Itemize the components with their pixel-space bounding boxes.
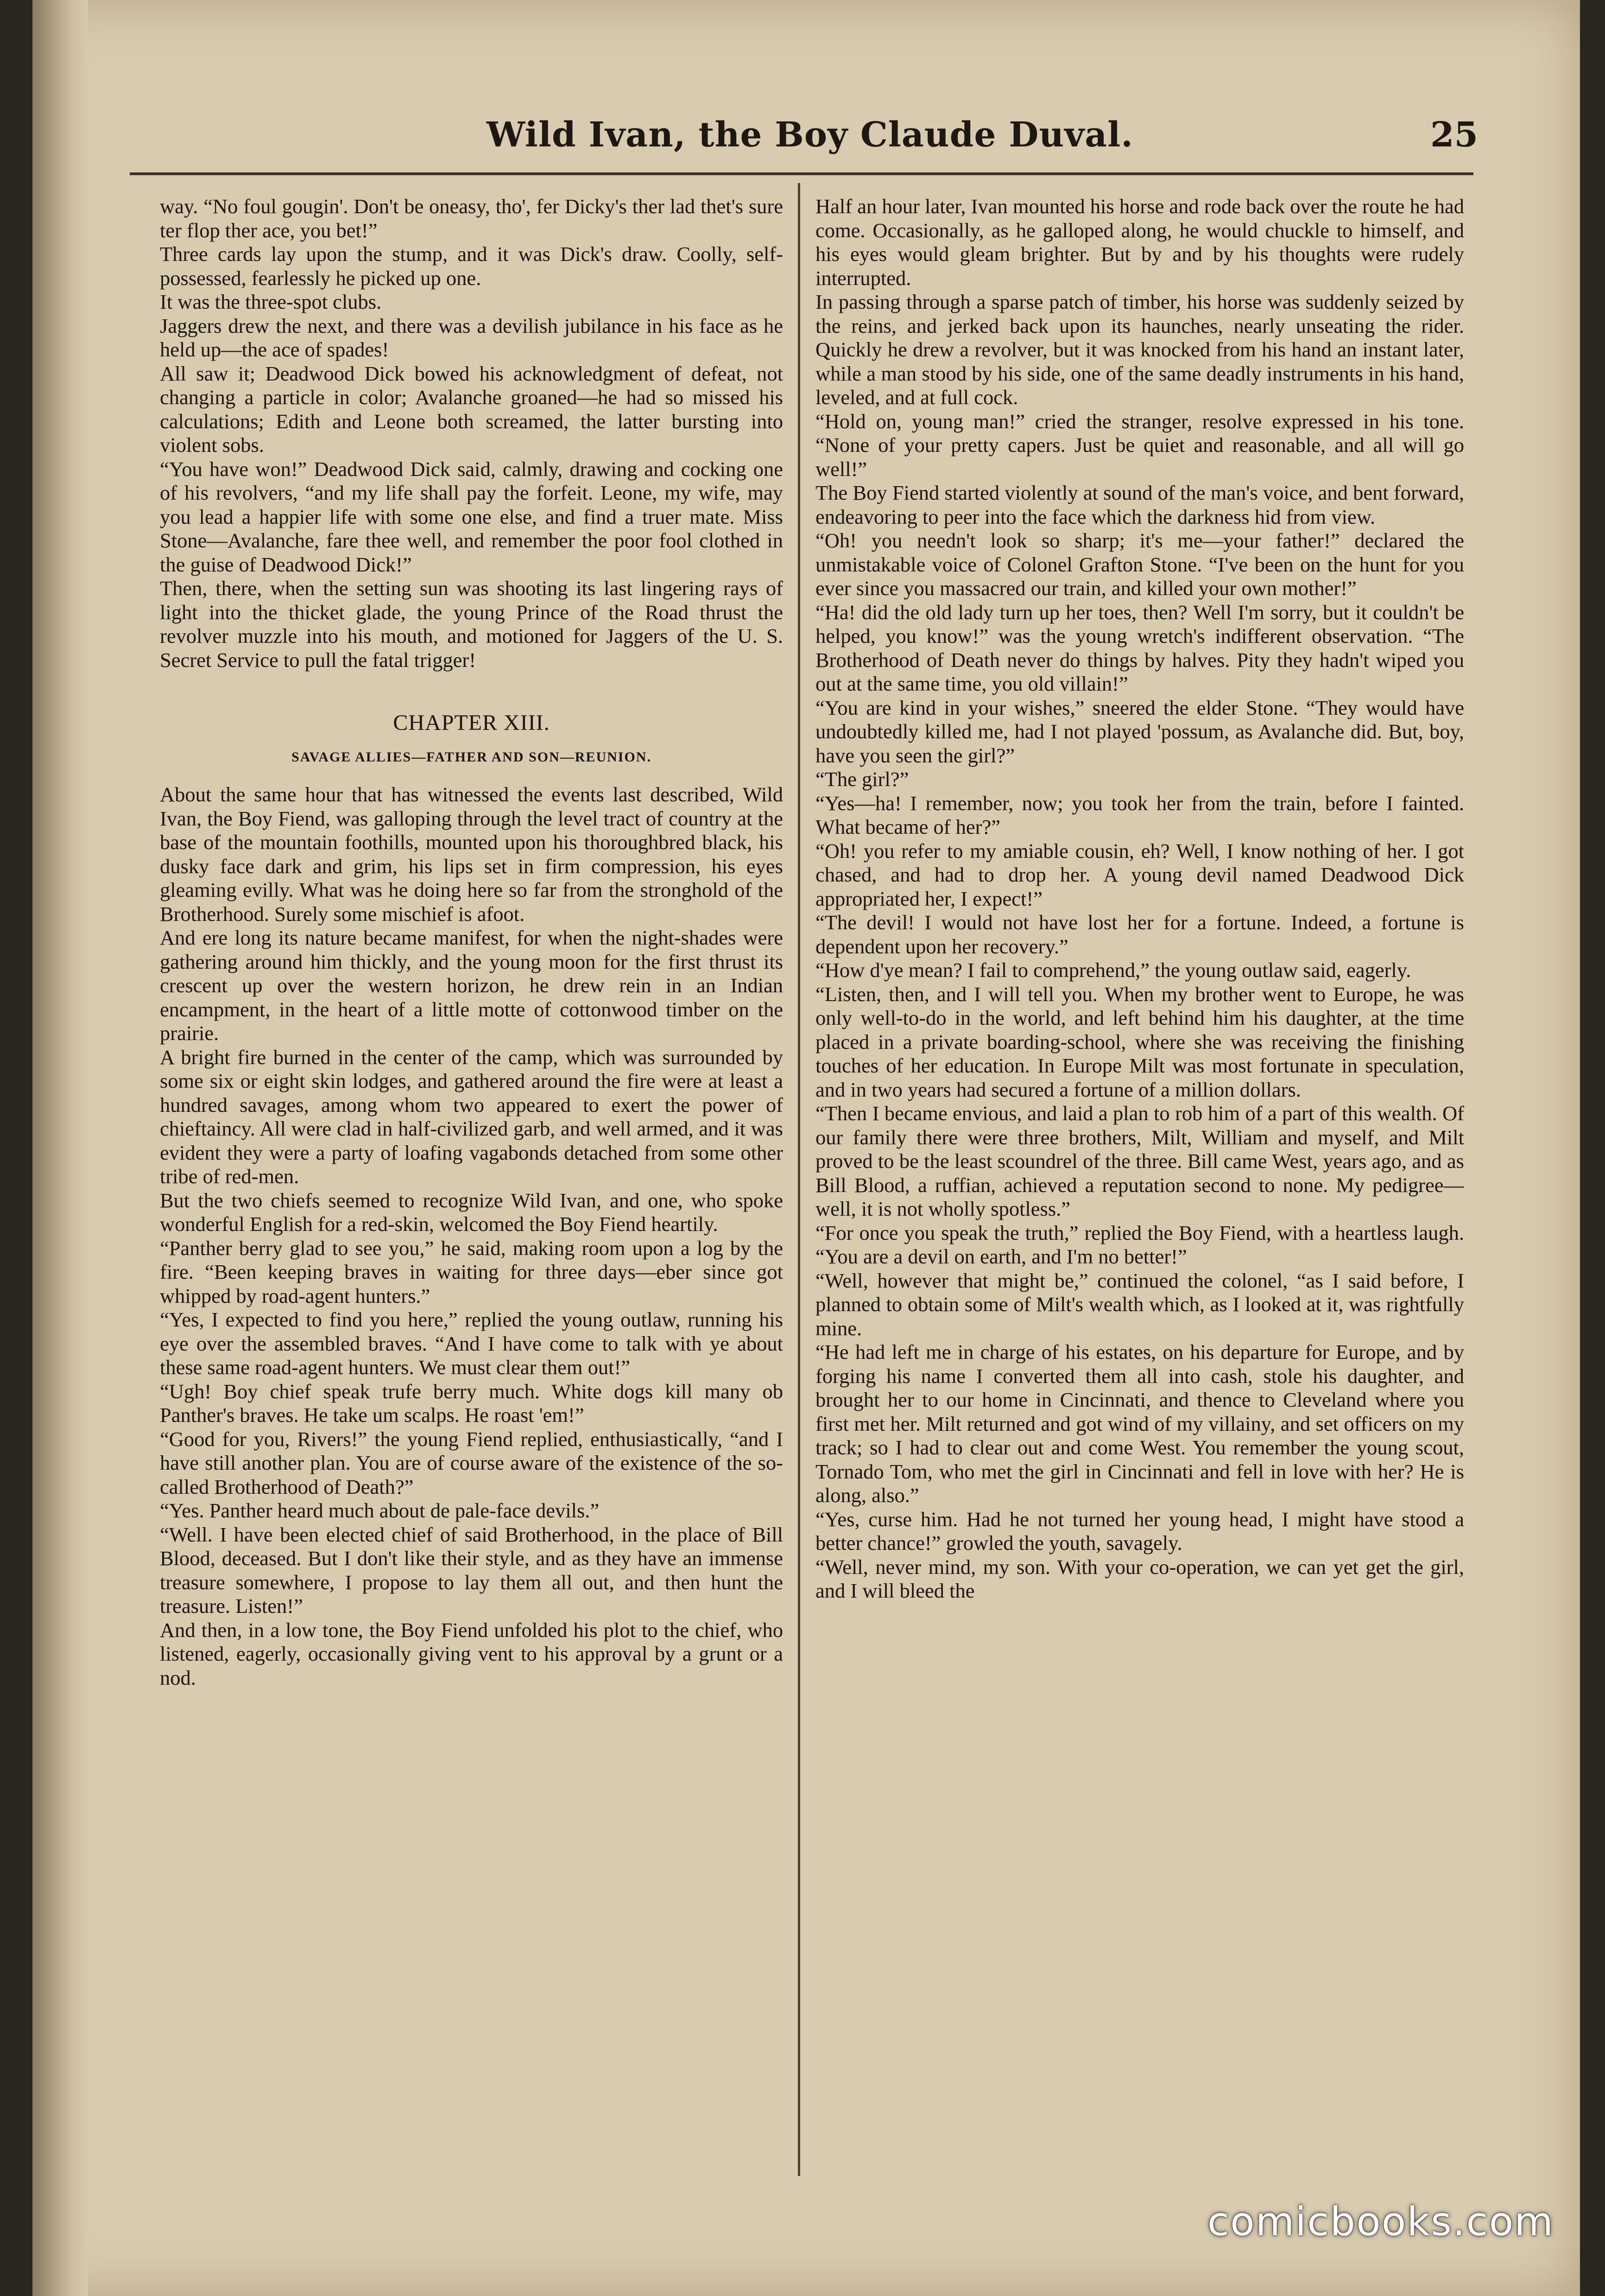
chapter-title: CHAPTER XIII. [393, 710, 550, 735]
running-header [487, 115, 1478, 161]
paragraph: “Well, however that might be,” continued the colonel, “as I said before, I planned to obtain some of Milt's wealth which, as I looked at it, was rightfully mine. [815, 1269, 1464, 1340]
right-column [815, 195, 1464, 2178]
paragraph: And ere long its nature became manifest, for when the night-shades were gathering around him thickly, and the young moon for the first thrust its crescent up over the western horizon, he drew rein in an Indian encampment, in the heart of a little motte of cottonwood timber on the prairie. [160, 926, 783, 1045]
paragraph: “Then I became envious, and laid a plan to rob him of a part of this wealth. Of our family there were three brothers, Milt, William and myself, and Milt proved to be the least scoundrel of the three. Bill came West, years ago, and as Bill Blood, a ruffian, achieved a reputation second to none. My pedigree—well, it is not wholly spotless.” [815, 1102, 1464, 1220]
chapter-subtitle: SAVAGE ALLIES—FATHER AND SON—REUNION. [291, 749, 651, 765]
paragraph: In passing through a sparse patch of timber, his horse was suddenly seized by the reins, and jerked back upon its haunches, nearly unseating the rider. Quickly he drew a revolver, but it was knocked from his hand an instant later, while a man stood by his side, one of the same deadly instruments in his hand, leveled, and at full cock. [815, 290, 1464, 409]
right-column-text [815, 195, 1464, 1603]
running-title: Wild Ivan, the Boy Claude Duval. [487, 115, 1134, 155]
paragraph: “Yes. Panther heard much about de pale-face devils.” [160, 1499, 600, 1522]
paragraph: “You are kind in your wishes,” sneered the elder Stone. “They would have undoubtedly killed me, had I not played 'possum, as Avalanche did. But, boy, have you seen the girl?” [815, 696, 1464, 767]
paragraph: “Panther berry glad to see you,” he said, making room upon a log by the fire. “Been keeping braves in waiting for three days—eber since got whipped by road-agent hunters.” [160, 1236, 783, 1307]
paragraph: Three cards lay upon the stump, and it was Dick's draw. Coolly, self-possessed, fearlessly he picked up one. [160, 242, 783, 290]
paragraph: “He had left me in charge of his estates, on his departure for Europe, and by forging his name I converted them all into cash, stole his daughter, and brought her to our home in Cincinnati, and thence to Cleveland where you first met her. Milt returned and got wind of my villainy, and set officers on my track; so I had to clear out and come West. You remember the young scout, Tornado Tom, who met the girl in Cincinnati and fell in love with her? He is along, also.” [815, 1340, 1464, 1507]
paragraph: “Yes—ha! I remember, now; you took her from the train, before I fainted. What became of her?” [815, 791, 1464, 838]
page-number: 25 [1430, 115, 1478, 155]
paragraph: All saw it; Deadwood Dick bowed his acknowledgment of defeat, not changing a particle in color; Avalanche groaned—he had so missed his calculations; Edith and Leone both screamed, the latter bursting into violent sobs. [160, 362, 783, 457]
paragraph: way. “No foul gougin'. Don't be oneasy, tho', fer Dicky's ther lad thet's sure ter flop ther ace, you bet!” [160, 195, 783, 242]
paragraph: “Well, never mind, my son. With your co-operation, we can yet get the girl, and I will bleed the [815, 1555, 1464, 1602]
paragraph: Then, there, when the setting sun was shooting its last lingering rays of light into the thicket glade, the young Prince of the Road thrust the revolver muzzle into his mouth, and motioned for Jaggers of the U. S. Secret Service to pull the fatal trigger! [160, 577, 783, 672]
paragraph: “Ugh! Boy chief speak trufe berry much. White dogs kill many ob Panther's braves. He take um scalps. He roast 'em!” [160, 1379, 783, 1427]
paragraph: “Yes, curse him. Had he not turned her young head, I might have stood a better chance!” growled the youth, savagely. [815, 1507, 1464, 1554]
paragraph: Half an hour later, Ivan mounted his horse and rode back over the route he had come. Occasionally, as he galloped along, he would chuckle to himself, and his eyes would gleam brighter. But by and by his thoughts were rudely interrupted. [815, 195, 1464, 290]
paragraph: “The devil! I would not have lost her for a fortune. Indeed, a fortune is dependent upon her recovery.” [815, 911, 1464, 958]
left-column [160, 195, 783, 2178]
paragraph: But the two chiefs seemed to recognize Wild Ivan, and one, who spoke wonderful English for a red-skin, welcomed the Boy Fiend heartily. [160, 1188, 783, 1236]
paragraph: “The girl?” [815, 767, 909, 791]
binding-edge [32, 0, 88, 2296]
paragraph: “Yes, I expected to find you here,” replied the young outlaw, running his eye over the assembled braves. “And I have come to talk with ye about these same road-agent hunters. We must clear them out!” [160, 1308, 783, 1379]
column-divider [798, 183, 800, 2176]
site-watermark: comicbooks.com [1207, 2199, 1554, 2245]
paragraph: “For once you speak the truth,” replied the Boy Fiend, with a heartless laugh. “You are a devil on earth, and I'm no better!” [815, 1221, 1464, 1268]
paragraph: A bright fire burned in the center of the camp, which was surrounded by some six or eight skin lodges, and gathered around the fire were at least a hundred savages, among whom two appeared to exert the power of chieftaincy. All were clad in half-civilized garb, and well armed, and it was evident they were a party of loafing vagabonds detached from some other tribe of red-men. [160, 1045, 783, 1188]
paragraph: Jaggers drew the next, and there was a devilish jubilance in his face as he held up—the ace of spades! [160, 314, 783, 361]
paragraph: The Boy Fiend started violently at sound of the man's voice, and bent forward, endeavoring to peer into the face which the darkness hid from view. [815, 481, 1464, 528]
left-column-text-bottom [160, 783, 783, 1690]
paragraph: And then, in a low tone, the Boy Fiend unfolded his plot to the chief, who listened, eagerly, occasionally giving vent to his approval by a grunt or a nod. [160, 1618, 783, 1689]
paragraph: “Hold on, young man!” cried the stranger, resolve expressed in his tone. “None of your pretty capers. Just be quiet and reasonable, and all will go well!” [815, 409, 1464, 481]
paragraph: “You have won!” Deadwood Dick said, calmly, drawing and cocking one of his revolvers, “and my life shall pay the forfeit. Leone, my wife, may you lead a happier life with some one else, and find a truer mate. Miss Stone—Avalanche, fare thee well, and remember the poor fool clothed in the guise of Deadwood Dick!” [160, 457, 783, 576]
paragraph: “Good for you, Rivers!” the young Fiend replied, enthusiastically, “and I have still another plan. You are of course aware of the existence of the so-called Brotherhood of Death?” [160, 1427, 783, 1498]
paragraph: It was the three-spot clubs. [160, 290, 382, 313]
paragraph: “How d'ye mean? I fail to comprehend,” the young outlaw said, eagerly. [815, 958, 1411, 982]
paragraph: “Oh! you refer to my amiable cousin, eh? Well, I know nothing of her. I got chased, and had to drop her. A young devil named Deadwood Dick appropriated her, I expect!” [815, 839, 1464, 910]
paragraph: “Listen, then, and I will tell you. When my brother went to Europe, he was only well-to-do in the world, and left behind him his daughter, at the time placed in a private boarding-school, where she was receiving the finishing touches of her education. In Europe Milt was most fortunate in speculation, and in two years had secured a fortune of a million dollars. [815, 982, 1464, 1101]
paragraph: “Well. I have been elected chief of said Brotherhood, in the place of Bill Blood, deceased. But I don't like their style, and as they have an immense treasure somewhere, I propose to lay them all out, and then hunt the treasure. Listen!” [160, 1522, 783, 1617]
header-rule [130, 172, 1473, 175]
paragraph: “Oh! you needn't look so sharp; it's me—your father!” declared the unmistakable voice of Colonel Grafton Stone. “I've been on the hunt for you ever since you massacred our train, and killed your own mother!” [815, 529, 1464, 600]
paragraph: “Ha! did the old lady turn up her toes, then? Well I'm sorry, but it couldn't be helped, you know!” was the young wretch's indifferent observation. “The Brotherhood of Death never do things by halves. Pity they hadn't wiped you out at the same time, you old villain!” [815, 600, 1464, 695]
paragraph: About the same hour that has witnessed the events last described, Wild Ivan, the Boy Fiend, was galloping through the level tract of country at the base of the mountain foothills, mounted upon his thoroughbred black, his dusky face dark and grim, his lips set in firm compression, his eyes gleaming evilly. What was he doing here so far from the stronghold of the Brotherhood. Surely some mischief is afoot. [160, 783, 783, 926]
left-column-text-top [160, 195, 783, 672]
